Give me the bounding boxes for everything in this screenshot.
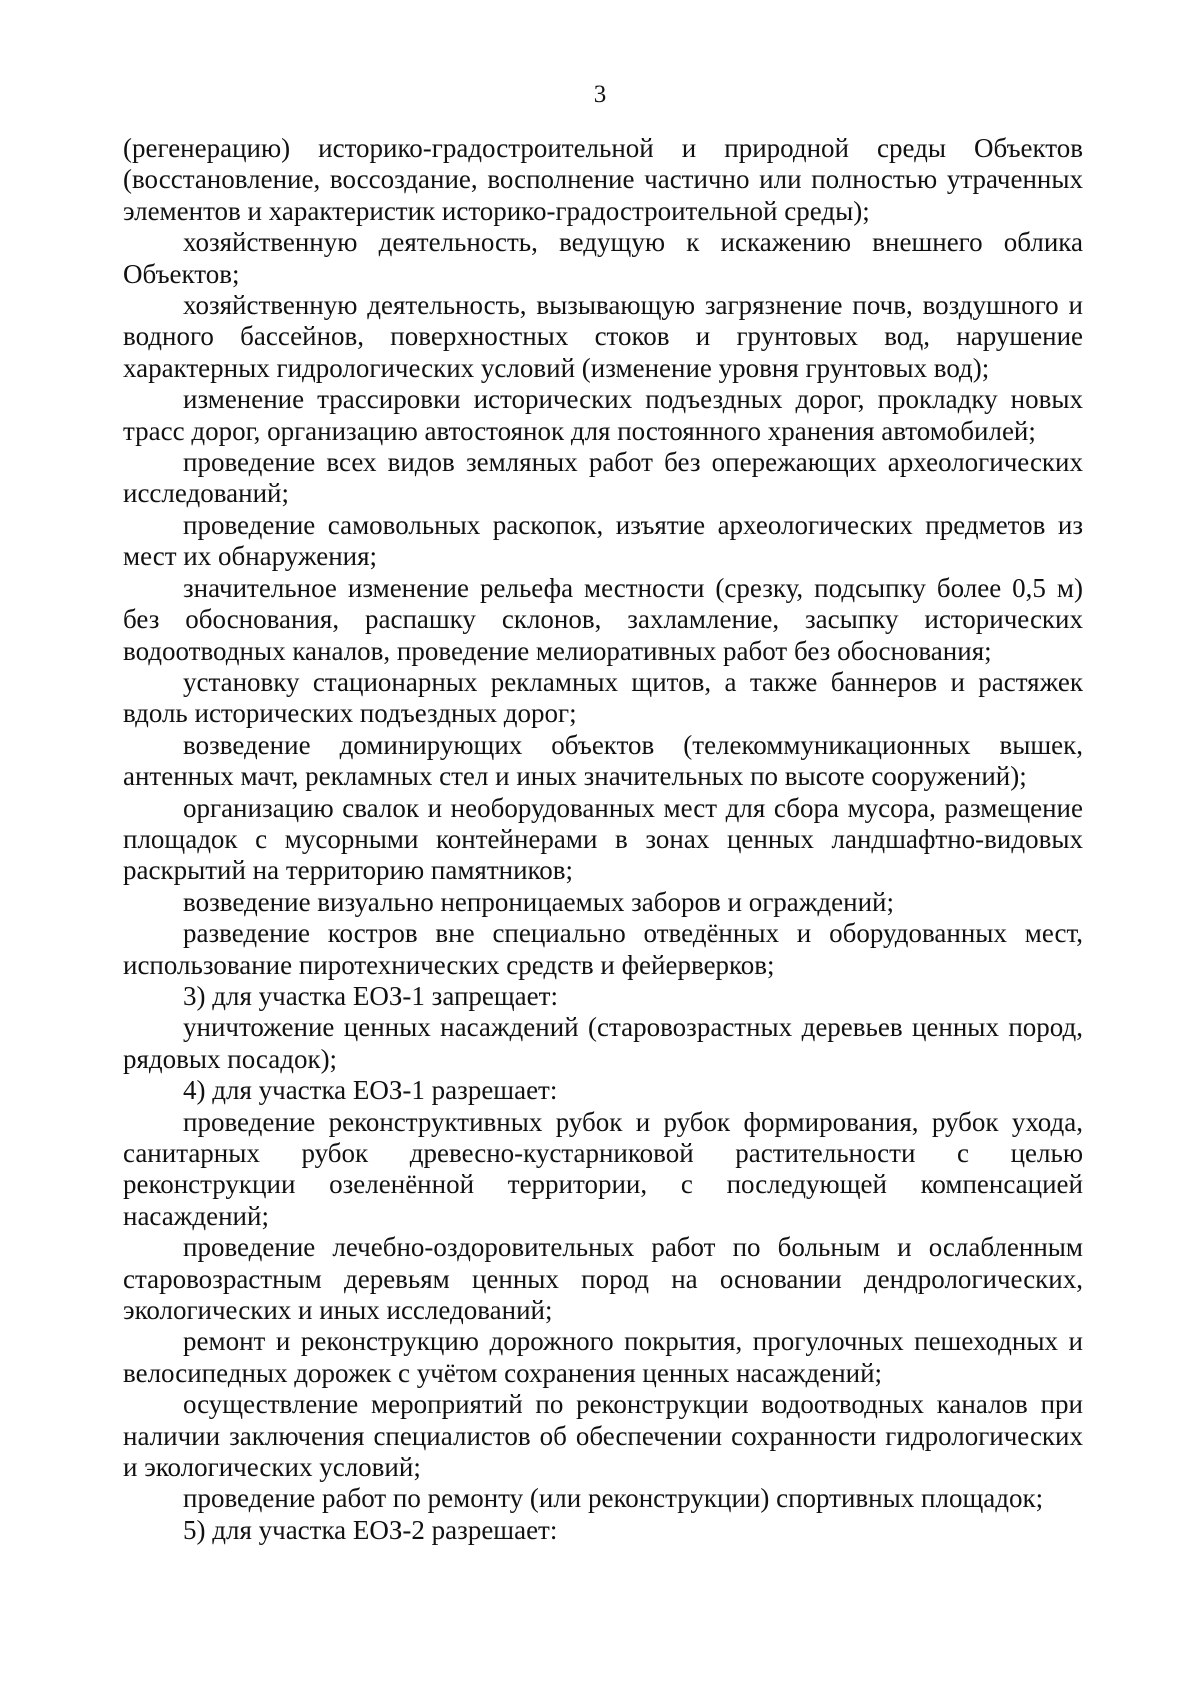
- paragraph: хозяйственную деятельность, вызывающую загрязнение почв, воздушного и водного бассейнов, поверхностных стоков и грунтовых вод, нарушение характерных гидрологических условий (изменение уровня грунтовых вод);: [123, 290, 1083, 383]
- paragraph: разведение костров вне специально отведённых и оборудованных мест, использование пиротехнических средств и фейерверков;: [123, 918, 1083, 980]
- paragraph: 3) для участка ЕОЗ-1 запрещает:: [183, 980, 558, 1011]
- paragraph: осуществление мероприятий по реконструкции водоотводных каналов при наличии заключения специалистов об обеспечении сохранности гидрологических и экологических условий;: [123, 1389, 1083, 1483]
- paragraph: значительное изменение рельефа местности (срезку, подсыпку более 0,5 м) без обоснования, распашку склонов, захламление, засыпку исторических водоотводных каналов, проведение мелиоративных работ без обоснования;: [123, 572, 1083, 666]
- paragraph: ремонт и реконструкцию дорожного покрытия, прогулочных пешеходных и велосипедных дорожек с учётом сохранения ценных насаждений;: [123, 1326, 1083, 1388]
- paragraph: изменение трассировки исторических подъездных дорог, прокладку новых трасс дорог, организацию автостоянок для постоянного хранения автомобилей;: [123, 384, 1083, 446]
- page-number: 3: [593, 81, 607, 108]
- paragraph: (регенерацию) историко-градостроительной и природной среды Объектов (восстановление, воссоздание, восполнение частично или полностью утраченных элементов и характеристик историко-градостроительной среды);: [123, 133, 1083, 226]
- paragraph: установку стационарных рекламных щитов, а также баннеров и растяжек вдоль исторических подъездных дорог;: [123, 666, 1083, 729]
- paragraph: проведение всех видов земляных работ без опережающих археологических исследований;: [123, 447, 1083, 509]
- document-body: [123, 133, 1083, 1546]
- paragraph: 4) для участка ЕОЗ-1 разрешает:: [183, 1075, 558, 1106]
- paragraph: возведение доминирующих объектов (телекоммуникационных вышек, антенных мачт, рекламных стел и иных значительных по высоте сооружений);: [123, 729, 1083, 792]
- paragraph: проведение самовольных раскопок, изъятие археологических предметов из мест их обнаружения;: [123, 509, 1083, 572]
- paragraph: проведение работ по ремонту (или реконструкции) спортивных площадок;: [183, 1483, 1044, 1514]
- paragraph: хозяйственную деятельность, ведущую к искажению внешнего облика Объектов;: [123, 227, 1083, 289]
- paragraph: возведение визуально непроницаемых заборов и ограждений;: [183, 886, 894, 917]
- paragraph: проведение лечебно-оздоровительных работ по больным и ослабленным старовозрастным деревьям ценных пород на основании дендрологических, экологических и иных исследований;: [123, 1232, 1083, 1326]
- paragraph: организацию свалок и необорудованных мест для сбора мусора, размещение площадок с мусорными контейнерами в зонах ценных ландшафтно-видовых раскрытий на территорию памятников;: [123, 792, 1083, 886]
- paragraph: 5) для участка ЕОЗ-2 разрешает:: [183, 1514, 558, 1545]
- paragraph: проведение реконструктивных рубок и рубок формирования, рубок ухода, санитарных рубок древесно-кустарниковой растительности с целью реконструкции озеленённой территории, с последующей компенсацией насаждений;: [123, 1106, 1083, 1231]
- paragraph: уничтожение ценных насаждений (старовозрастных деревьев ценных пород, рядовых посадок);: [123, 1012, 1083, 1074]
